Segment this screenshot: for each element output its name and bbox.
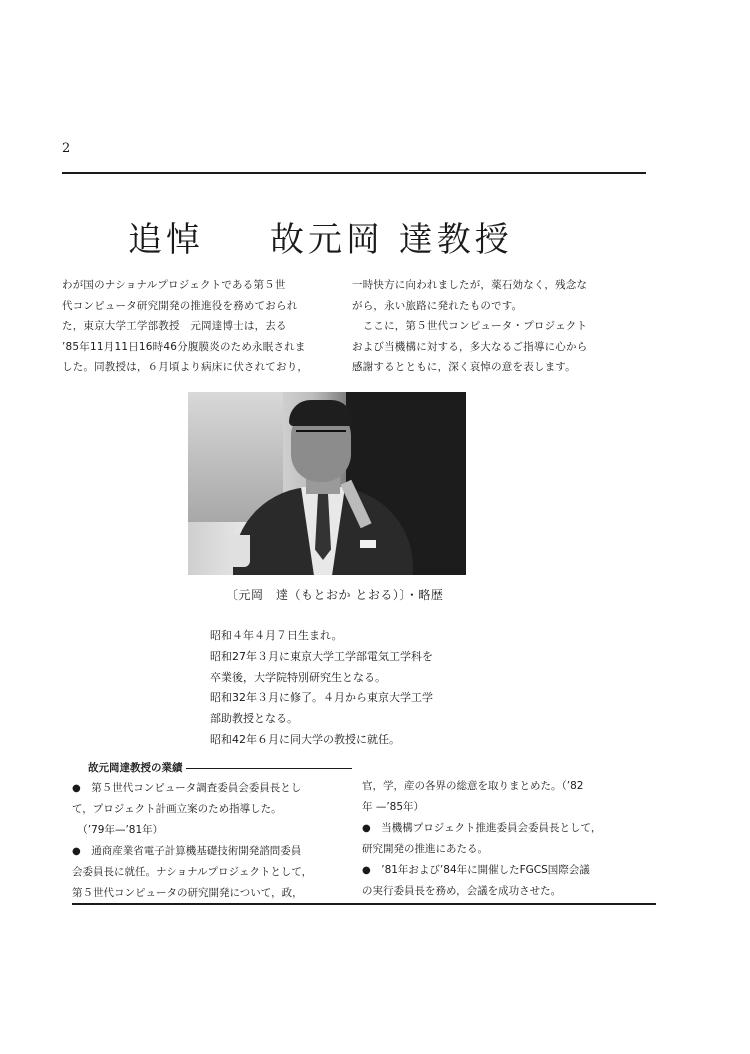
bullet-icon: ● — [362, 823, 371, 834]
bottom-rule — [72, 903, 656, 905]
page-number: 2 — [62, 141, 71, 156]
intro-line: 感謝するとともに，深く哀悼の意を表します。 — [352, 361, 576, 373]
bio-line: 昭和32年３月に修了。４月から東京大学工学 — [210, 691, 433, 705]
achievement-line: （’79年—’81年） — [82, 824, 164, 836]
photo-placard — [360, 540, 376, 548]
title-name: 故元岡 達教授 — [270, 220, 513, 260]
intro-line: した。同教授は，６月頃より病床に伏されており， — [62, 361, 309, 373]
bullet-icon: ● — [72, 846, 81, 857]
bio-line: 卒業後，大学院特別研究生となる。 — [210, 670, 386, 684]
portrait-photo — [188, 392, 466, 575]
photo-caption: 〔元岡 達（もとおか とおる）〕・略歴 — [226, 588, 444, 602]
achievement-line: 第５世代コンピュータの研究開発について，政， — [72, 887, 303, 899]
intro-line: がら，永い旅路に発れたものです。 — [352, 299, 523, 312]
bio-line: 昭和４年４月７日生まれ。 — [210, 629, 343, 642]
photo-glasses — [296, 430, 346, 444]
intro-line: た，東京大学工学部教授 元岡達博士は，去る — [62, 320, 287, 332]
intro-line: および当機構に対する，多大なるご指導に心から — [352, 340, 588, 353]
title-memorial: 追悼 — [128, 220, 204, 260]
intro-line: ’85年11月11日16時46分腹膜炎のため永眠されま — [62, 340, 306, 353]
achievement-line: 官，学，産の各界の総意を取りまとめた。（’82 — [362, 780, 584, 792]
intro-line: 一時快方に向われましたが，薬石効なく，残念な — [352, 279, 588, 291]
achievement-line: ● ’81年および’84年に開催したFGCS国際会議 — [362, 864, 590, 876]
intro-line: わが国のナショナルプロジェクトである第５世 — [62, 279, 286, 291]
intro-left-column — [62, 275, 337, 378]
bullet-icon: ● — [362, 865, 371, 876]
biography — [210, 626, 433, 751]
achievements-right-column — [362, 776, 601, 902]
achievements-heading: 故元岡達教授の業績 — [88, 762, 183, 774]
achievement-line: ● 当機構プロジェクト推進委員会委員長として， — [362, 822, 602, 834]
achievement-line: 会委員長に就任。ナショナルプロジェクトとして， — [72, 866, 313, 878]
achievement-line: の実行委員長を務め，会議を成功させた。 — [362, 885, 562, 897]
photo-hair — [289, 400, 353, 426]
bullet-icon: ● — [72, 783, 81, 794]
achievement-line: 研究開発の推進にあたる。 — [362, 843, 488, 855]
achievement-line: ● 通商産業省電子計算機基礎技術開発諮問委員 — [72, 845, 302, 857]
achievements-left-column — [72, 778, 312, 904]
bio-line: 昭和27年３月に東京大学工学部電気工学科を — [210, 649, 433, 663]
achievement-line: て，プロジェクト計画立案のため指導した。 — [72, 803, 282, 815]
top-rule — [62, 172, 646, 174]
intro-line: ここに，第５世代コンピュータ・プロジェクト — [352, 320, 588, 332]
photo-cup — [228, 535, 250, 567]
intro-line: 代コンピュータ研究開発の推進役を務めておられ — [62, 299, 298, 312]
bio-line: 昭和42年６月に同大学の教授に就任。 — [210, 732, 400, 746]
achievement-line: 年 —’85年） — [362, 801, 425, 813]
bio-line: 部助教授となる。 — [210, 712, 298, 726]
achievements-heading-rule — [186, 768, 352, 769]
intro-right-column — [352, 275, 642, 378]
achievement-line: ● 第５世代コンピュータ調査委員会委員長とし — [72, 782, 302, 794]
